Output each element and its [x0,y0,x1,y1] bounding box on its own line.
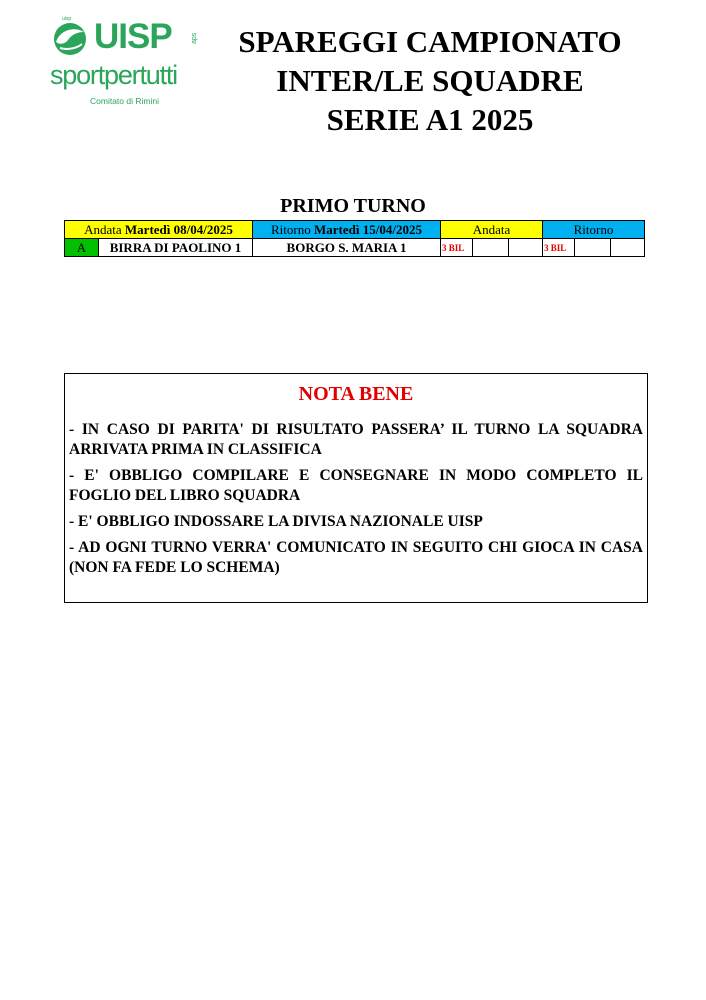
note-box [64,373,648,603]
andata-score-home-cell [473,239,509,257]
logo-wordmark: UISP [94,17,172,56]
table-row [65,239,645,257]
schedule-table [64,220,645,257]
schedule-header-row [65,221,645,239]
title-line-3: SERIE A1 2025 [326,102,534,137]
home-team-cell: BIRRA DI PAOLINO 1 [99,239,253,257]
logo-committee: Comitato di Rimini [90,96,159,106]
ritorno-column-header: Ritorno [543,221,645,239]
logo-top [48,16,208,60]
logo-uisp-small: uisp [62,16,72,22]
ritorno-score-away-cell [611,239,645,257]
andata-date: Martedì 08/04/2025 [124,221,233,237]
logo-aps: aps [191,32,198,44]
andata-score-away-cell [509,239,543,257]
andata-date-cell [65,221,253,239]
andata-column-header: Andata [441,221,543,239]
away-team-cell: BORGO S. MARIA 1 [253,239,441,257]
note-item: - AD OGNI TURNO VERRA' COMUNICATO IN SEGUITO CHI GIOCA IN CASA (NON FA FEDE LO SCHEMA) [69,539,643,576]
uisp-logo [48,16,208,112]
title-line-2: INTER/LE SQUADRE [276,63,584,98]
note-item: - E' OBBLIGO COMPILARE E CONSEGNARE IN MODO COMPLETO IL FOGLIO DEL LIBRO SQUADRA [69,467,643,504]
ritorno-date-cell [253,221,441,239]
page-title [212,22,648,139]
andata-bil-cell: 3 BIL [441,239,473,257]
group-cell: A [65,239,99,257]
section-title: PRIMO TURNO [280,195,426,217]
logo-tagline: sportpertutti [50,60,177,90]
note-item: - IN CASO DI PARITA' DI RISULTATO PASSERA’ IL TURNO LA SQUADRA ARRIVATA PRIMA IN CLASSIFICA [69,421,643,458]
note-title: NOTA BENE [298,383,414,405]
ritorno-bil-cell: 3 BIL [543,239,575,257]
title-line-1: SPAREGGI CAMPIONATO [238,24,622,59]
andata-prefix: Andata [84,221,122,237]
ritorno-prefix: Ritorno [271,221,311,237]
note-item: - E' OBBLIGO INDOSSARE LA DIVISA NAZIONALE UISP [69,513,483,530]
ritorno-date: Martedì 15/04/2025 [314,221,422,237]
ritorno-score-home-cell [575,239,611,257]
uisp-mark-icon [48,20,92,56]
